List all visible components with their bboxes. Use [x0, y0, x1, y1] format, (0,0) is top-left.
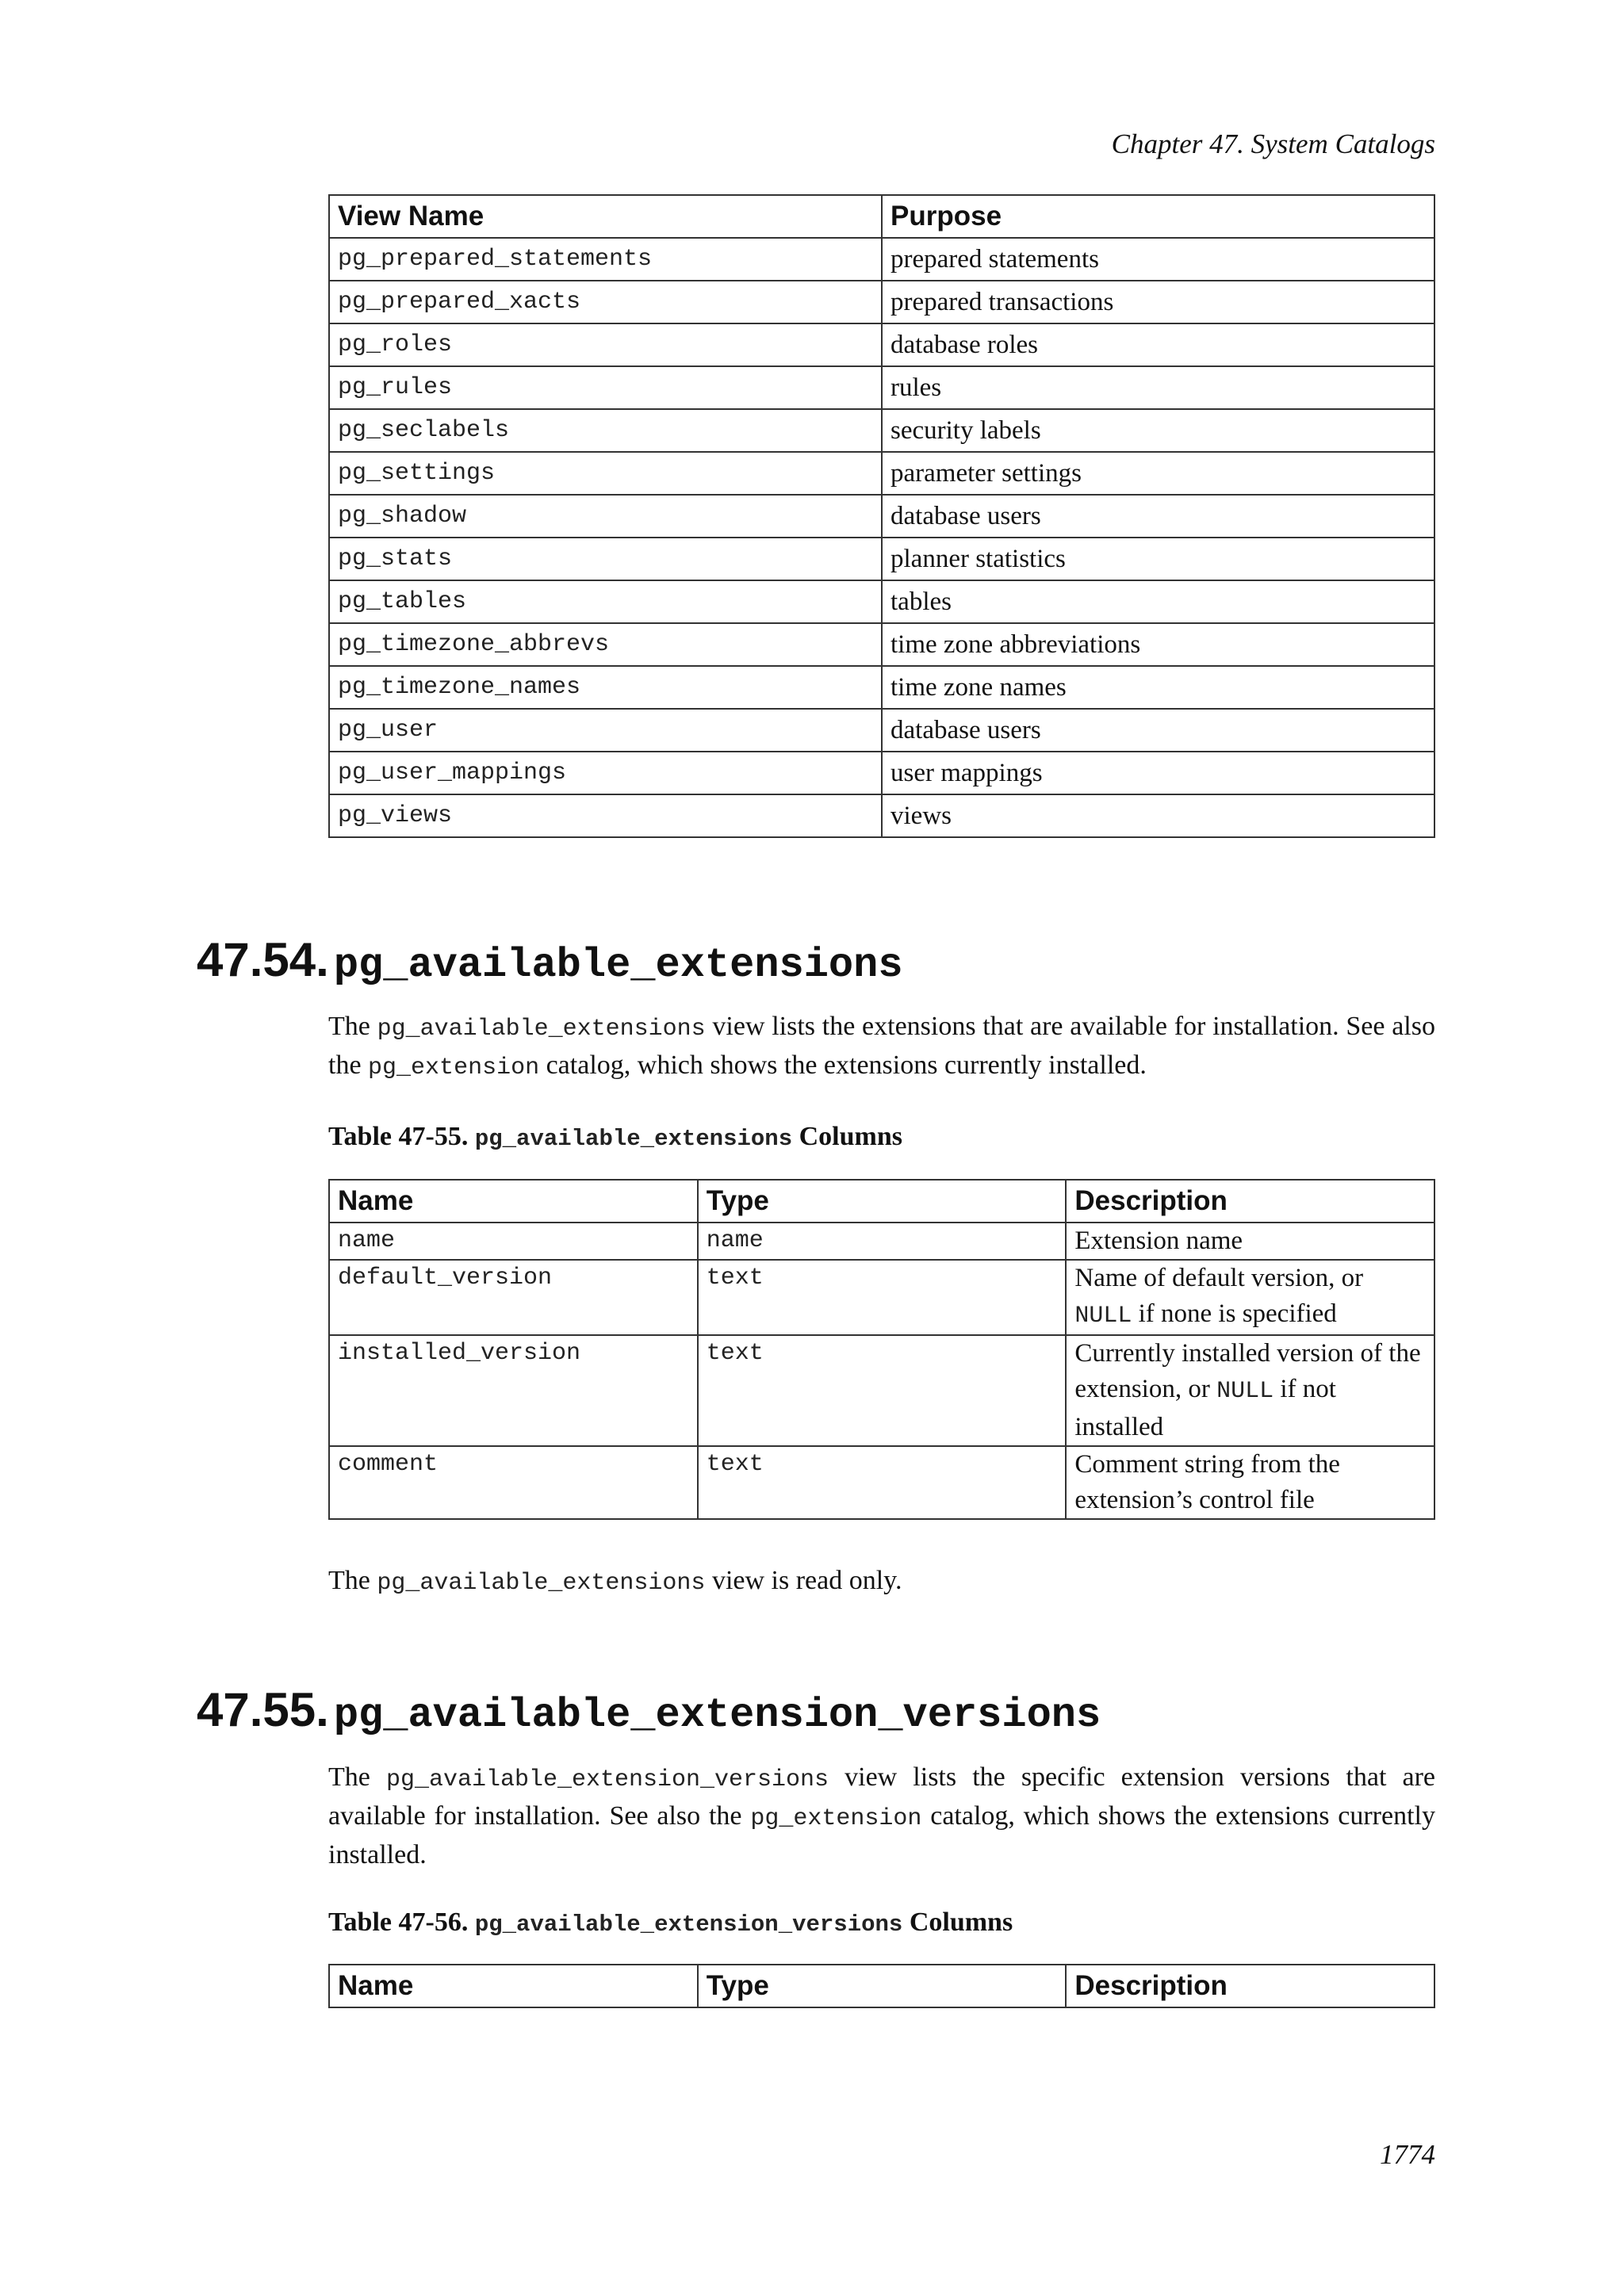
column-type-cell: text [698, 1335, 1067, 1446]
text-run: Comment string from the extension’s control file [1074, 1450, 1340, 1514]
table-header-row [329, 1180, 1434, 1223]
column-header-view-name: View Name [329, 195, 882, 238]
caption-code: pg_available_extension_versions [474, 1911, 903, 1938]
view-purpose-cell: database users [882, 495, 1434, 538]
text-run: view lists the extensions that are available for installation. See also the [328, 1012, 1435, 1080]
section-heading-pg-available-extension-versions [197, 1682, 1101, 1739]
view-purpose-cell: parameter settings [882, 452, 1434, 495]
view-name-cell: pg_tables [329, 580, 882, 623]
column-type-cell: name [698, 1223, 1067, 1260]
view-purpose-cell: prepared statements [882, 238, 1434, 281]
view-purpose-cell: time zone abbreviations [882, 623, 1434, 666]
intro-paragraph [328, 1759, 1435, 1873]
view-name-cell: pg_prepared_statements [329, 238, 882, 281]
table-caption [328, 1908, 1013, 1938]
view-purpose-cell: user mappings [882, 752, 1434, 794]
column-name-cell: default_version [329, 1260, 698, 1335]
view-purpose-cell: security labels [882, 409, 1434, 452]
column-name-cell: installed_version [329, 1335, 698, 1446]
text-run: view lists the specific extension versions that are available for installation. See also the [328, 1762, 1436, 1831]
table-row [329, 238, 1434, 281]
table-row [329, 409, 1434, 452]
column-header-name: Name [329, 1965, 698, 2007]
view-name-cell: pg_timezone_abbrevs [329, 623, 882, 666]
table-row [329, 495, 1434, 538]
text-run: catalog, which shows the extensions currently installed. [328, 1801, 1435, 1869]
text-run: view is read only. [705, 1566, 902, 1595]
column-name-cell: comment [329, 1446, 698, 1519]
caption-prefix: Table 47-55. [328, 1122, 475, 1151]
column-header-purpose: Purpose [882, 195, 1434, 238]
code-run: pg_extension [750, 1805, 922, 1832]
code-run: pg_available_extensions [377, 1570, 706, 1597]
text-run: catalog, which shows the extensions currently installed. [539, 1050, 1147, 1080]
intro-paragraph [328, 1008, 1435, 1086]
text-run: The [328, 1566, 377, 1595]
column-description-cell [1066, 1260, 1434, 1335]
view-purpose-cell: prepared transactions [882, 281, 1434, 323]
code-run: pg_available_extension_versions [385, 1766, 829, 1793]
view-name-cell: pg_settings [329, 452, 882, 495]
view-name-cell: pg_stats [329, 538, 882, 580]
view-purpose-cell: database users [882, 709, 1434, 752]
view-purpose-cell: planner statistics [882, 538, 1434, 580]
code-run: NULL [1216, 1378, 1274, 1405]
table-row [329, 709, 1434, 752]
view-purpose-cell: time zone names [882, 666, 1434, 709]
view-name-cell: pg_shadow [329, 495, 882, 538]
text-run: Name of default version, or [1074, 1264, 1364, 1292]
view-name-cell: pg_user [329, 709, 882, 752]
view-name-cell: pg_roles [329, 323, 882, 366]
table-row [329, 623, 1434, 666]
code-run: pg_extension [368, 1054, 540, 1081]
view-purpose-cell: tables [882, 580, 1434, 623]
table-row [329, 366, 1434, 409]
caption-suffix: Columns [902, 1908, 1013, 1937]
column-name-cell: name [329, 1223, 698, 1260]
view-name-cell: pg_views [329, 794, 882, 837]
table-header-row [329, 1965, 1434, 2007]
text-run: if not installed [1074, 1375, 1336, 1441]
column-description-cell [1066, 1446, 1434, 1519]
caption-prefix: Table 47-56. [328, 1908, 475, 1937]
section-heading-pg-available-extensions [197, 932, 903, 989]
view-name-cell: pg_timezone_names [329, 666, 882, 709]
column-header-name: Name [329, 1180, 698, 1223]
column-type-cell: text [698, 1260, 1067, 1335]
table-row [329, 1335, 1434, 1446]
code-run: NULL [1074, 1303, 1132, 1330]
column-description-cell [1066, 1335, 1434, 1446]
column-header-type: Type [698, 1180, 1067, 1223]
system-views-table [328, 194, 1435, 838]
view-purpose-cell: database roles [882, 323, 1434, 366]
column-header-description: Description [1066, 1965, 1434, 2007]
view-name-cell: pg_seclabels [329, 409, 882, 452]
table-row [329, 1446, 1434, 1519]
column-type-cell: text [698, 1446, 1067, 1519]
read-only-note [328, 1563, 1435, 1601]
section-title: pg_available_extension_versions [333, 1692, 1101, 1739]
text-run: Extension name [1074, 1226, 1243, 1255]
caption-code: pg_available_extensions [474, 1126, 793, 1152]
section-number: 47.55. [197, 1683, 329, 1736]
table-row [329, 752, 1434, 794]
view-name-cell: pg_rules [329, 366, 882, 409]
available-extension-versions-columns-table [328, 1964, 1435, 2008]
column-description-cell [1066, 1223, 1434, 1260]
text-run: Currently installed version of the extension, or [1074, 1339, 1421, 1403]
section-number: 47.54. [197, 933, 329, 986]
caption-suffix: Columns [792, 1122, 902, 1151]
running-header: Chapter 47. System Catalogs [1111, 128, 1435, 159]
view-purpose-cell: rules [882, 366, 1434, 409]
text-run: if none is specified [1132, 1299, 1337, 1328]
view-purpose-cell: views [882, 794, 1434, 837]
section-title: pg_available_extensions [333, 942, 903, 989]
table-row [329, 452, 1434, 495]
table-row [329, 1223, 1434, 1260]
table-row [329, 794, 1434, 837]
table-caption [328, 1122, 902, 1152]
table-row [329, 323, 1434, 366]
column-header-type: Type [698, 1965, 1067, 2007]
table-row [329, 281, 1434, 323]
table-header-row [329, 195, 1434, 238]
table-row [329, 580, 1434, 623]
table-row [329, 666, 1434, 709]
text-run: The [328, 1012, 377, 1041]
page-number: 1774 [1380, 2139, 1435, 2170]
code-run: pg_available_extensions [377, 1016, 706, 1043]
table-row [329, 1260, 1434, 1335]
available-extensions-columns-table [328, 1179, 1435, 1520]
view-name-cell: pg_prepared_xacts [329, 281, 882, 323]
column-header-description: Description [1066, 1180, 1434, 1223]
view-name-cell: pg_user_mappings [329, 752, 882, 794]
text-run: The [328, 1762, 386, 1792]
table-row [329, 538, 1434, 580]
